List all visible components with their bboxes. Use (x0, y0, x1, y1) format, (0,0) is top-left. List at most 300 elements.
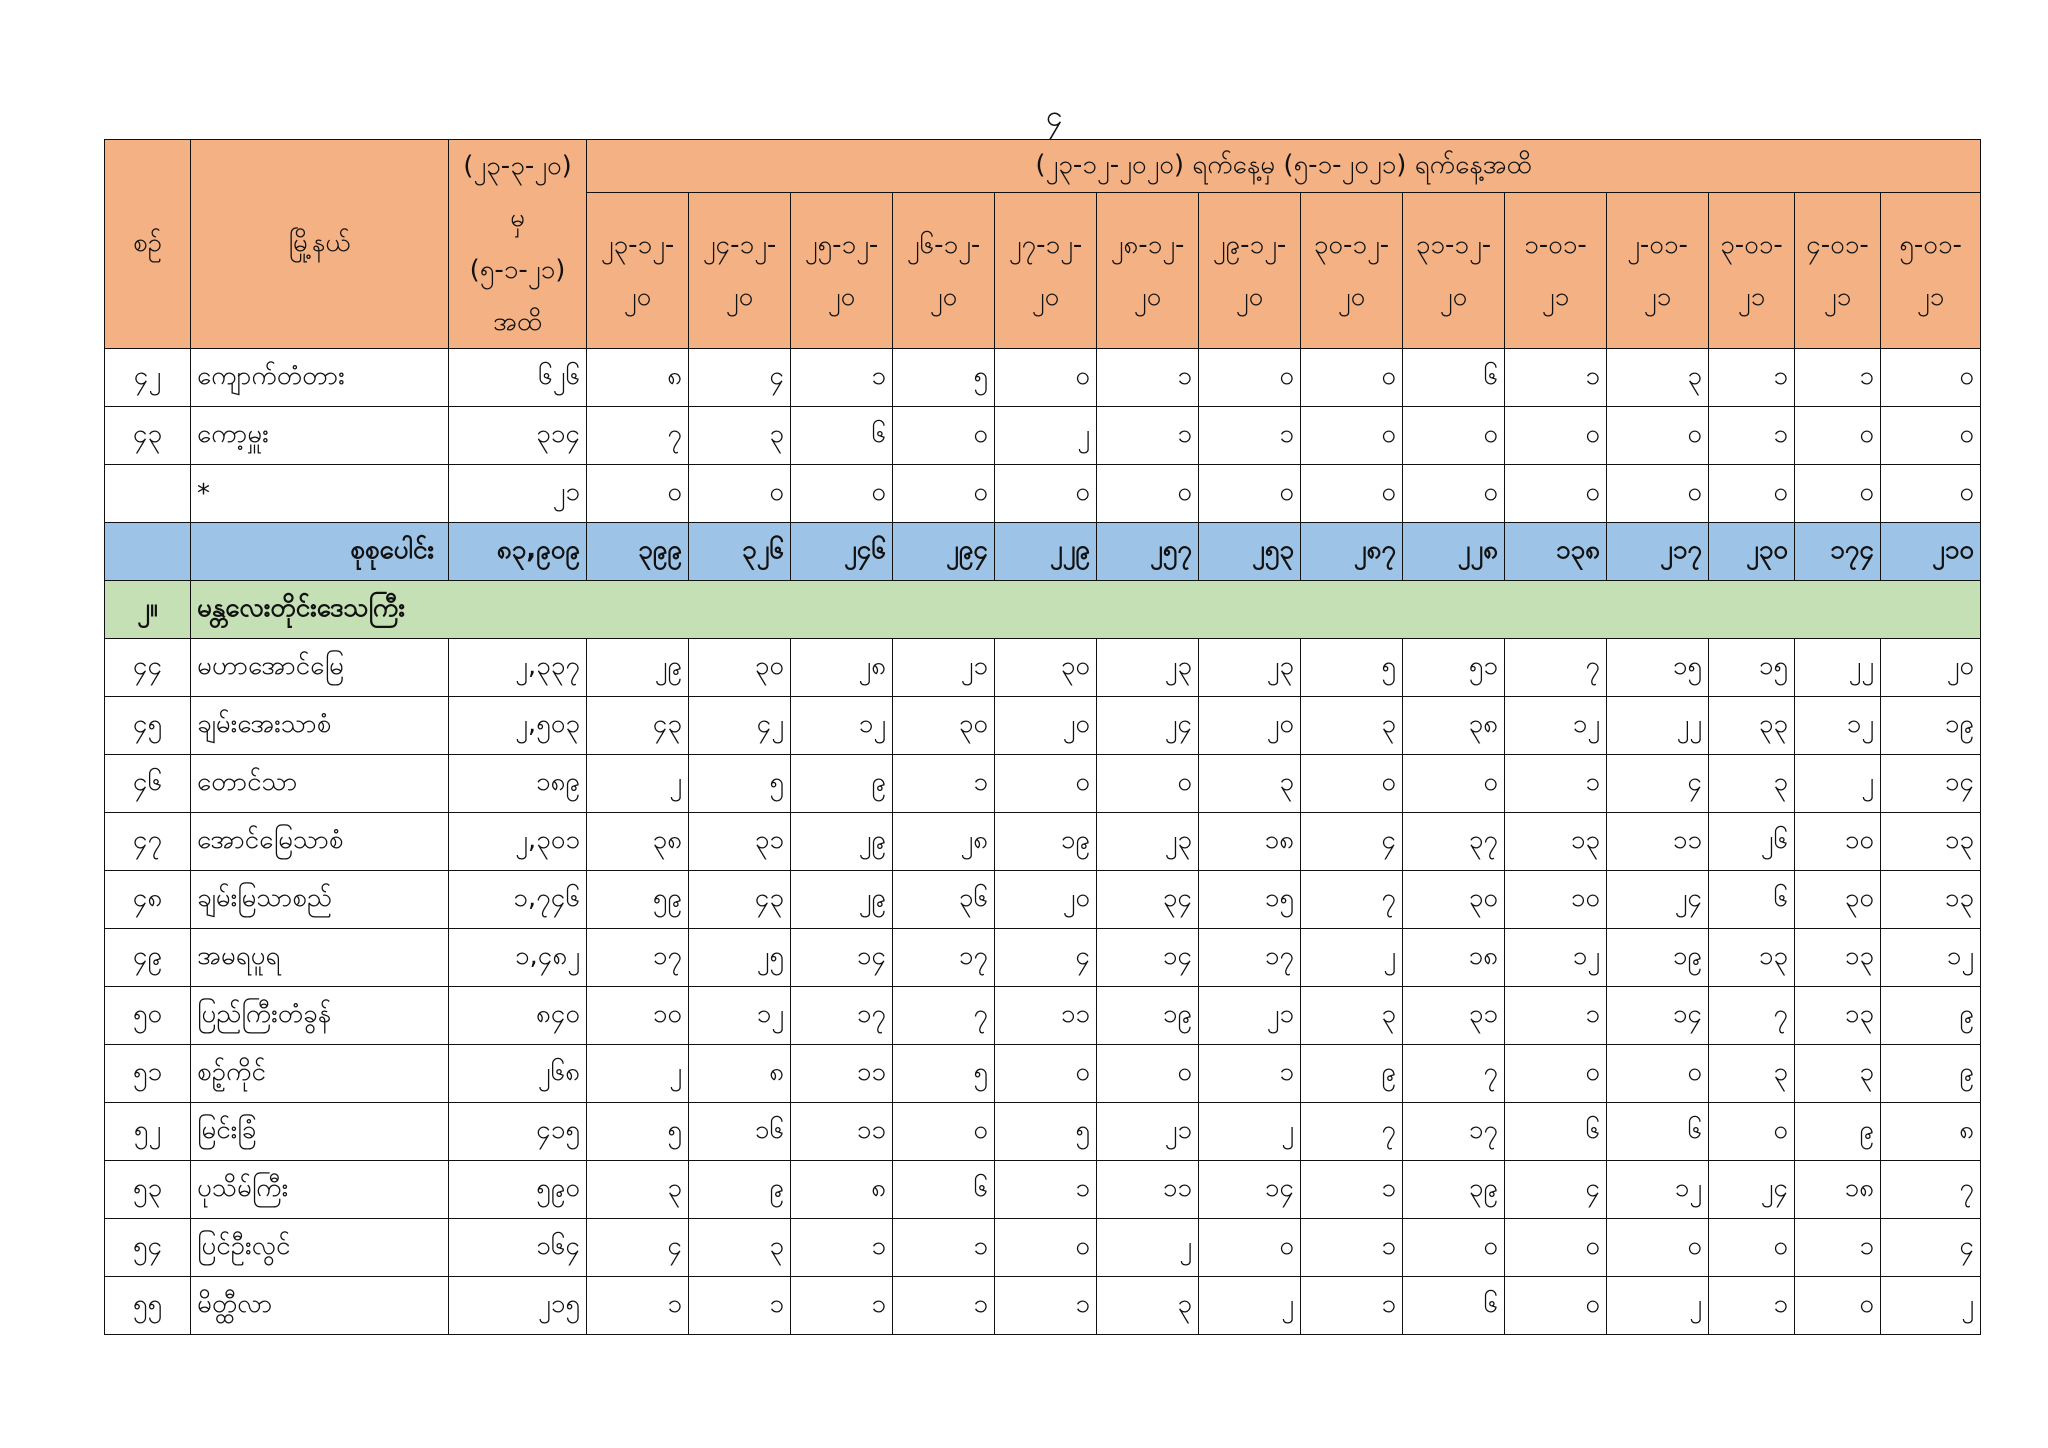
value-cell: ၀ (995, 1219, 1097, 1277)
value-cell: ၁ (1709, 1277, 1795, 1335)
serial-cell: ၄၅ (105, 697, 191, 755)
value-cell: ၁၅ (1709, 639, 1795, 697)
value-cell: ၀ (1505, 1045, 1607, 1103)
value-cell: ၄ (587, 1219, 689, 1277)
value-cell: ၂၂ (1607, 697, 1709, 755)
value-cell: ၉ (791, 755, 893, 813)
serial-cell (105, 523, 191, 581)
value-cell: ၁ (995, 1161, 1097, 1219)
total-cell: ၁,၇၄၆ (449, 871, 587, 929)
value-cell: ၁၈ (1795, 1161, 1881, 1219)
value-cell: ၁ (791, 349, 893, 407)
header-date-day: ၃-၀၁- (1720, 229, 1783, 260)
header-date-year: ၂၀ (827, 281, 856, 312)
table-row (105, 929, 1981, 987)
value-cell: ၇ (1403, 1045, 1505, 1103)
serial-cell: ၄၈ (105, 871, 191, 929)
header-date-day: ၂၅-၁၂- (804, 229, 879, 260)
total-cell: ၄၁၅ (449, 1103, 587, 1161)
serial-cell (105, 465, 191, 523)
value-cell: ၁၉ (1607, 929, 1709, 987)
header-date-day: ၃၁-၁၂- (1415, 229, 1492, 260)
header-date-day: ၂၆-၁၂- (906, 229, 981, 260)
total-value-cell: ၁၇၄ (1795, 523, 1881, 581)
header-date (1403, 193, 1505, 349)
township-cell: ချမ်းအေးသာစံ (191, 697, 449, 755)
total-value-cell: ၂၂၈ (1403, 523, 1505, 581)
value-cell: ၁ (893, 1219, 995, 1277)
value-cell: ၁၆ (689, 1103, 791, 1161)
value-cell: ၁၁ (995, 987, 1097, 1045)
value-cell: ၂၃ (1199, 639, 1301, 697)
value-cell: ၂၀ (1881, 639, 1981, 697)
header-period: (၂၃-၁၂-၂၀၂၀) ရက်နေ့မှ (၅-၁-၂၀၂၁) ရက်နေ့အထိ (587, 140, 1981, 193)
header-date-day: ၂၇-၁၂- (1008, 229, 1083, 260)
township-cell: မြင်းခြံ (191, 1103, 449, 1161)
value-cell: ၃၆ (893, 871, 995, 929)
serial-cell: ၅၀ (105, 987, 191, 1045)
value-cell: ၁၉ (1881, 697, 1981, 755)
value-cell: ၆ (1607, 1103, 1709, 1161)
township-cell: စဉ့်ကိုင် (191, 1045, 449, 1103)
township-cell: အမရပူရ (191, 929, 449, 987)
value-cell: ၇ (1505, 639, 1607, 697)
header-date-year: ၂၀ (1337, 281, 1366, 312)
value-cell: ၂၁ (1199, 987, 1301, 1045)
value-cell: ၇ (1301, 871, 1403, 929)
total-value-cell: ၂၂၉ (995, 523, 1097, 581)
value-cell: ၆ (1709, 871, 1795, 929)
value-cell: ၁၂ (1881, 929, 1981, 987)
table-row (105, 639, 1981, 697)
value-cell: ၃၈ (1403, 697, 1505, 755)
value-cell: ၁၄ (1097, 929, 1199, 987)
table-row (105, 349, 1981, 407)
value-cell: ၂၄ (1097, 697, 1199, 755)
value-cell: ၂၀ (995, 871, 1097, 929)
header-date (893, 193, 995, 349)
header-date (689, 193, 791, 349)
value-cell: ၃၉ (1403, 1161, 1505, 1219)
value-cell: ၂ (1301, 929, 1403, 987)
section-row (105, 581, 1981, 639)
value-cell: ၉ (689, 1161, 791, 1219)
header-date-year: ၂၀ (725, 281, 754, 312)
value-cell: ၁ (1709, 407, 1795, 465)
header-date-day: ၄-၀၁- (1806, 229, 1869, 260)
header-date-day: ၂-၀၁- (1627, 229, 1688, 260)
value-cell: ၁၂ (1505, 929, 1607, 987)
value-cell: ၁၉ (995, 813, 1097, 871)
value-cell: ၁၁ (791, 1045, 893, 1103)
value-cell: ၃၀ (689, 639, 791, 697)
value-cell: ၂ (1199, 1277, 1301, 1335)
value-cell: ၁ (1301, 1161, 1403, 1219)
total-value-cell: ၂၃၀ (1709, 523, 1795, 581)
township-cell: မိတ္ထီလာ (191, 1277, 449, 1335)
township-cell: ပြည်ကြီးတံခွန် (191, 987, 449, 1045)
value-cell: ၈ (689, 1045, 791, 1103)
value-cell: ၃ (1607, 349, 1709, 407)
value-cell: ၃၀ (1403, 871, 1505, 929)
header-date-year: ၂၀ (1133, 281, 1162, 312)
value-cell: ၅ (1301, 639, 1403, 697)
value-cell: ၁၅ (1199, 871, 1301, 929)
header-date-year: ၂၀ (623, 281, 652, 312)
township-cell: ပြင်ဦးလွင် (191, 1219, 449, 1277)
value-cell: ၀ (689, 465, 791, 523)
value-cell: ၁ (689, 1277, 791, 1335)
value-cell: ၃ (1795, 1045, 1881, 1103)
value-cell: ၀ (1403, 407, 1505, 465)
grand-total-cell: ၈၃,၉၀၉ (449, 523, 587, 581)
value-cell: ၁၀ (1505, 871, 1607, 929)
header-range-mid: မှ (510, 203, 525, 233)
total-cell: ၁,၄၈၂ (449, 929, 587, 987)
table-row (105, 465, 1981, 523)
value-cell: ၀ (587, 465, 689, 523)
township-cell: မဟာအောင်မြေ (191, 639, 449, 697)
value-cell: ၀ (1505, 465, 1607, 523)
value-cell: ၁၄ (1199, 1161, 1301, 1219)
value-cell: ၃၀ (893, 697, 995, 755)
total-row (105, 523, 1981, 581)
value-cell: ၀ (995, 349, 1097, 407)
value-cell: ၁ (995, 1277, 1097, 1335)
value-cell: ၁၃ (1795, 987, 1881, 1045)
value-cell: ၂၃ (1097, 813, 1199, 871)
total-value-cell: ၃၂၆ (689, 523, 791, 581)
table-row (105, 1219, 1981, 1277)
value-cell: ၁ (1795, 349, 1881, 407)
value-cell: ၃၁ (1403, 987, 1505, 1045)
value-cell: ၂ (587, 1045, 689, 1103)
value-cell: ၁၄ (1881, 755, 1981, 813)
value-cell: ၂၃ (1097, 639, 1199, 697)
value-cell: ၁ (1199, 407, 1301, 465)
value-cell: ၁ (1709, 349, 1795, 407)
table-row (105, 1103, 1981, 1161)
value-cell: ၁၃ (1881, 871, 1981, 929)
header-range-bottom: (၅-၁-၂၁) (469, 255, 566, 285)
total-value-cell: ၂၅၃ (1199, 523, 1301, 581)
value-cell: ၁၇ (791, 987, 893, 1045)
value-cell: ၁ (1301, 1219, 1403, 1277)
value-cell: ၉ (1795, 1103, 1881, 1161)
value-cell: ၀ (995, 1045, 1097, 1103)
township-cell: * (191, 465, 449, 523)
value-cell: ၂၉ (587, 639, 689, 697)
value-cell: ၁၂ (1795, 697, 1881, 755)
value-cell: ၁၇ (893, 929, 995, 987)
township-cell: ကော့မှူး (191, 407, 449, 465)
header-date (1097, 193, 1199, 349)
header-date-day: ၅-၀၁- (1899, 229, 1962, 260)
township-cell: ကျောက်တံတား (191, 349, 449, 407)
total-cell: ၂၁၅ (449, 1277, 587, 1335)
value-cell: ၂ (1881, 1277, 1981, 1335)
header-date-year: ၂၁ (1541, 281, 1570, 312)
value-cell: ၉ (1881, 1045, 1981, 1103)
value-cell: ၁ (1097, 407, 1199, 465)
page-number: ၄ (1045, 99, 1063, 134)
value-cell: ၃၇ (1403, 813, 1505, 871)
serial-cell: ၄၉ (105, 929, 191, 987)
value-cell: ၀ (1403, 755, 1505, 813)
value-cell: ၅၉ (587, 871, 689, 929)
value-cell: ၃၁ (689, 813, 791, 871)
value-cell: ၂၅ (689, 929, 791, 987)
value-cell: ၁၇ (1199, 929, 1301, 987)
table-row (105, 697, 1981, 755)
value-cell: ၃ (1709, 755, 1795, 813)
total-value-cell: ၂၅၇ (1097, 523, 1199, 581)
value-cell: ၂၉ (791, 871, 893, 929)
value-cell: ၂၁ (893, 639, 995, 697)
total-value-cell: ၂၉၄ (893, 523, 995, 581)
value-cell: ၀ (893, 1103, 995, 1161)
value-cell: ၁ (1505, 755, 1607, 813)
header-date (995, 193, 1097, 349)
value-cell: ၀ (1505, 1219, 1607, 1277)
value-cell: ၀ (995, 755, 1097, 813)
data-table (104, 139, 1981, 1335)
value-cell: ၃၀ (995, 639, 1097, 697)
value-cell: ၁ (587, 1277, 689, 1335)
total-cell: ၂၁ (449, 465, 587, 523)
value-cell: ၂၂ (1795, 639, 1881, 697)
total-cell: ၆၂၆ (449, 349, 587, 407)
value-cell: ၄ (1881, 1219, 1981, 1277)
value-cell: ၂ (1097, 1219, 1199, 1277)
value-cell: ၂ (995, 407, 1097, 465)
value-cell: ၀ (1301, 465, 1403, 523)
value-cell: ၁ (791, 1277, 893, 1335)
value-cell: ၁ (1097, 349, 1199, 407)
value-cell: ၀ (893, 465, 995, 523)
header-date-day: ၁-၀၁- (1524, 229, 1587, 260)
header-date-day: ၂၈-၁၂- (1110, 229, 1185, 260)
serial-cell: ၅၅ (105, 1277, 191, 1335)
value-cell: ၆ (1505, 1103, 1607, 1161)
total-label: စုစုပေါင်း (191, 523, 449, 581)
value-cell: ၃၈ (587, 813, 689, 871)
value-cell: ၀ (1607, 407, 1709, 465)
value-cell: ၁ (893, 1277, 995, 1335)
header-date-year: ၂၁ (1643, 281, 1672, 312)
value-cell: ၁၂ (689, 987, 791, 1045)
serial-cell: ၄၆ (105, 755, 191, 813)
value-cell: ၀ (1505, 407, 1607, 465)
township-cell: အောင်မြေသာစံ (191, 813, 449, 871)
value-cell: ၀ (1607, 1045, 1709, 1103)
value-cell: ၂၀ (995, 697, 1097, 755)
value-cell: ၀ (1199, 349, 1301, 407)
serial-cell: ၄၂ (105, 349, 191, 407)
value-cell: ၀ (1795, 407, 1881, 465)
value-cell: ၀ (1709, 1219, 1795, 1277)
value-cell: ၀ (1795, 465, 1881, 523)
serial-cell: ၅၃ (105, 1161, 191, 1219)
value-cell: ၆ (1403, 349, 1505, 407)
section-number: ၂။ (105, 581, 191, 639)
total-value-cell: ၂၈၇ (1301, 523, 1403, 581)
total-cell: ၃၁၄ (449, 407, 587, 465)
section-title: မန္တလေးတိုင်းဒေသကြီး (191, 581, 1981, 639)
value-cell: ၂၆ (1709, 813, 1795, 871)
value-cell: ၁၈ (1199, 813, 1301, 871)
value-cell: ၀ (1097, 755, 1199, 813)
value-cell: ၁၂ (791, 697, 893, 755)
serial-cell: ၄၃ (105, 407, 191, 465)
value-cell: ၂၄ (1607, 871, 1709, 929)
value-cell: ၉ (1881, 987, 1981, 1045)
serial-cell: ၅၂ (105, 1103, 191, 1161)
table-row (105, 1045, 1981, 1103)
value-cell: ၄ (689, 349, 791, 407)
value-cell: ၂ (1795, 755, 1881, 813)
table-row (105, 407, 1981, 465)
value-cell: ၂၈ (893, 813, 995, 871)
value-cell: ၅ (587, 1103, 689, 1161)
value-cell: ၂ (1199, 1103, 1301, 1161)
serial-cell: ၅၄ (105, 1219, 191, 1277)
total-cell: ၅၉၀ (449, 1161, 587, 1219)
value-cell: ၄၃ (587, 697, 689, 755)
value-cell: ၁၃ (1881, 813, 1981, 871)
value-cell: ၁၃ (1709, 929, 1795, 987)
header-range-until: အထိ (492, 307, 542, 337)
value-cell: ၂၁ (1097, 1103, 1199, 1161)
header-date-day: ၃၀-၁၂- (1313, 229, 1390, 260)
serial-cell: ၄၄ (105, 639, 191, 697)
value-cell: ၁၃ (1505, 813, 1607, 871)
header-date-day: ၂၉-၁၂- (1212, 229, 1287, 260)
value-cell: ၁၉ (1097, 987, 1199, 1045)
header-date-year: ၂၀ (1235, 281, 1264, 312)
value-cell: ၂ (587, 755, 689, 813)
total-cell: ၂၆၈ (449, 1045, 587, 1103)
value-cell: ၀ (1301, 349, 1403, 407)
township-cell: တောင်သာ (191, 755, 449, 813)
value-cell: ၃၄ (1097, 871, 1199, 929)
value-cell: ၁ (893, 755, 995, 813)
serial-cell: ၅၁ (105, 1045, 191, 1103)
value-cell: ၁၁ (791, 1103, 893, 1161)
value-cell: ၁၄ (791, 929, 893, 987)
value-cell: ၃၀ (1795, 871, 1881, 929)
table-row (105, 813, 1981, 871)
serial-cell: ၄၇ (105, 813, 191, 871)
table-row (105, 987, 1981, 1045)
value-cell: ၈ (587, 349, 689, 407)
value-cell: ၈ (791, 1161, 893, 1219)
value-cell: ၀ (1607, 465, 1709, 523)
header-date-year: ၂၀ (929, 281, 958, 312)
header-date-year: ၂၁ (1737, 281, 1766, 312)
value-cell: ၀ (893, 407, 995, 465)
value-cell: ၀ (1795, 1277, 1881, 1335)
header-range (449, 140, 587, 349)
value-cell: ၁၇ (587, 929, 689, 987)
value-cell: ၅ (995, 1103, 1097, 1161)
value-cell: ၇ (1301, 1103, 1403, 1161)
value-cell: ၃ (689, 1219, 791, 1277)
value-cell: ၄ (995, 929, 1097, 987)
total-cell: ၂,၃၃၇ (449, 639, 587, 697)
value-cell: ၀ (1881, 349, 1981, 407)
header-serial: စဉ် (105, 140, 191, 349)
value-cell: ၅၁ (1403, 639, 1505, 697)
total-value-cell: ၂၁၇ (1607, 523, 1709, 581)
value-cell: ၀ (1881, 407, 1981, 465)
value-cell: ၉ (1301, 1045, 1403, 1103)
total-value-cell: ၃၉၉ (587, 523, 689, 581)
header-date-year: ၂၀ (1439, 281, 1468, 312)
value-cell: ၃ (1199, 755, 1301, 813)
total-value-cell: ၂၁၀ (1881, 523, 1981, 581)
value-cell: ၁၂ (1607, 1161, 1709, 1219)
header-date (1199, 193, 1301, 349)
header-range-top: (၂၃-၃-၂၀) (463, 151, 572, 181)
value-cell: ၀ (1607, 1219, 1709, 1277)
value-cell: ၁ (1505, 349, 1607, 407)
value-cell: ၀ (1881, 465, 1981, 523)
header-date-year: ၂၁ (1916, 281, 1945, 312)
value-cell: ၁၂ (1505, 697, 1607, 755)
value-cell: ၅ (893, 1045, 995, 1103)
total-cell: ၂,၅၀၃ (449, 697, 587, 755)
table-row (105, 1277, 1981, 1335)
table-row (105, 1161, 1981, 1219)
value-cell: ၀ (1097, 1045, 1199, 1103)
table-row (105, 755, 1981, 813)
value-cell: ၀ (791, 465, 893, 523)
header-date (1709, 193, 1795, 349)
header-date-day: ၂၃-၁၂- (600, 229, 675, 260)
table-row (105, 871, 1981, 929)
header-date (1301, 193, 1403, 349)
value-cell: ၆ (791, 407, 893, 465)
value-cell: ၃ (1097, 1277, 1199, 1335)
value-cell: ၀ (1403, 465, 1505, 523)
value-cell: ၁၅ (1607, 639, 1709, 697)
value-cell: ၄၂ (689, 697, 791, 755)
value-cell: ၁၀ (587, 987, 689, 1045)
value-cell: ၇ (1881, 1161, 1981, 1219)
value-cell: ၁ (1505, 987, 1607, 1045)
value-cell: ၁၃ (1795, 929, 1881, 987)
value-cell: ၄ (1301, 813, 1403, 871)
value-cell: ၂၄ (1709, 1161, 1795, 1219)
value-cell: ၀ (1403, 1219, 1505, 1277)
total-cell: ၂,၃၀၁ (449, 813, 587, 871)
value-cell: ၂၈ (791, 639, 893, 697)
value-cell: ၀ (995, 465, 1097, 523)
header-date (791, 193, 893, 349)
value-cell: ၅ (893, 349, 995, 407)
township-cell: ပုသိမ်ကြီး (191, 1161, 449, 1219)
value-cell: ၅ (689, 755, 791, 813)
value-cell: ၀ (1199, 1219, 1301, 1277)
value-cell: ၆ (1403, 1277, 1505, 1335)
value-cell: ၀ (1301, 407, 1403, 465)
header-date-year: ၂၁ (1823, 281, 1852, 312)
total-value-cell: ၂၄၆ (791, 523, 893, 581)
value-cell: ၀ (1505, 1277, 1607, 1335)
value-cell: ၇ (893, 987, 995, 1045)
value-cell: ၃ (1301, 697, 1403, 755)
